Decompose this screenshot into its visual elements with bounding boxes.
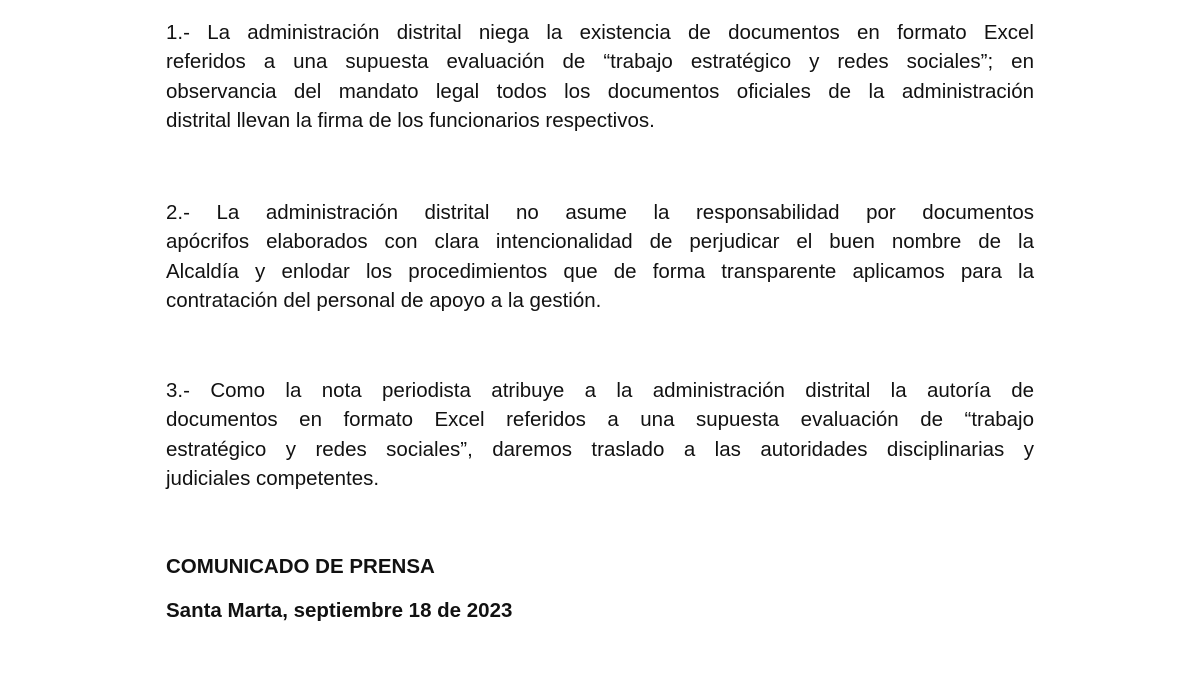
- paragraph-line: 2.- La administración distrital no asume la responsabilidad por documentos: [166, 201, 1034, 224]
- paragraph-line: apócrifos elaborados con clara intencionalidad de perjudicar el buen nombre de la: [166, 230, 1034, 254]
- paragraph-line: referidos a una supuesta evaluación de “trabajo estratégico y redes sociales”; en: [166, 50, 1034, 74]
- paragraph-3: [166, 376, 1034, 493]
- paragraph-line: distrital llevan la firma de los funcionarios respectivos.: [166, 108, 655, 132]
- paragraph-line: Alcaldía y enlodar los procedimientos que de forma transparente aplicamos para la: [166, 259, 1034, 283]
- paragraph-line: 3.- Como la nota periodista atribuye a la administración distrital la autoría de: [166, 379, 1034, 402]
- paragraph-line: judiciales competentes.: [166, 466, 380, 490]
- press-release-title: COMUNICADO DE PRENSA: [166, 555, 435, 578]
- paragraph-line: contratación del personal de apoyo a la gestión.: [166, 288, 602, 312]
- paragraph-line: documentos en formato Excel referidos a una supuesta evaluación de “trabajo: [166, 408, 1034, 432]
- paragraph-1: [166, 18, 1034, 135]
- place-and-date: Santa Marta, septiembre 18 de 2023: [166, 599, 513, 622]
- paragraph-2: [166, 198, 1034, 315]
- paragraph-line: observancia del mandato legal todos los documentos oficiales de la administración: [166, 79, 1034, 103]
- paragraph-line: estratégico y redes sociales”, daremos traslado a las autoridades disciplinarias y: [166, 437, 1034, 461]
- paragraph-line: 1.- La administración distrital niega la existencia de documentos en formato Excel: [166, 21, 1034, 44]
